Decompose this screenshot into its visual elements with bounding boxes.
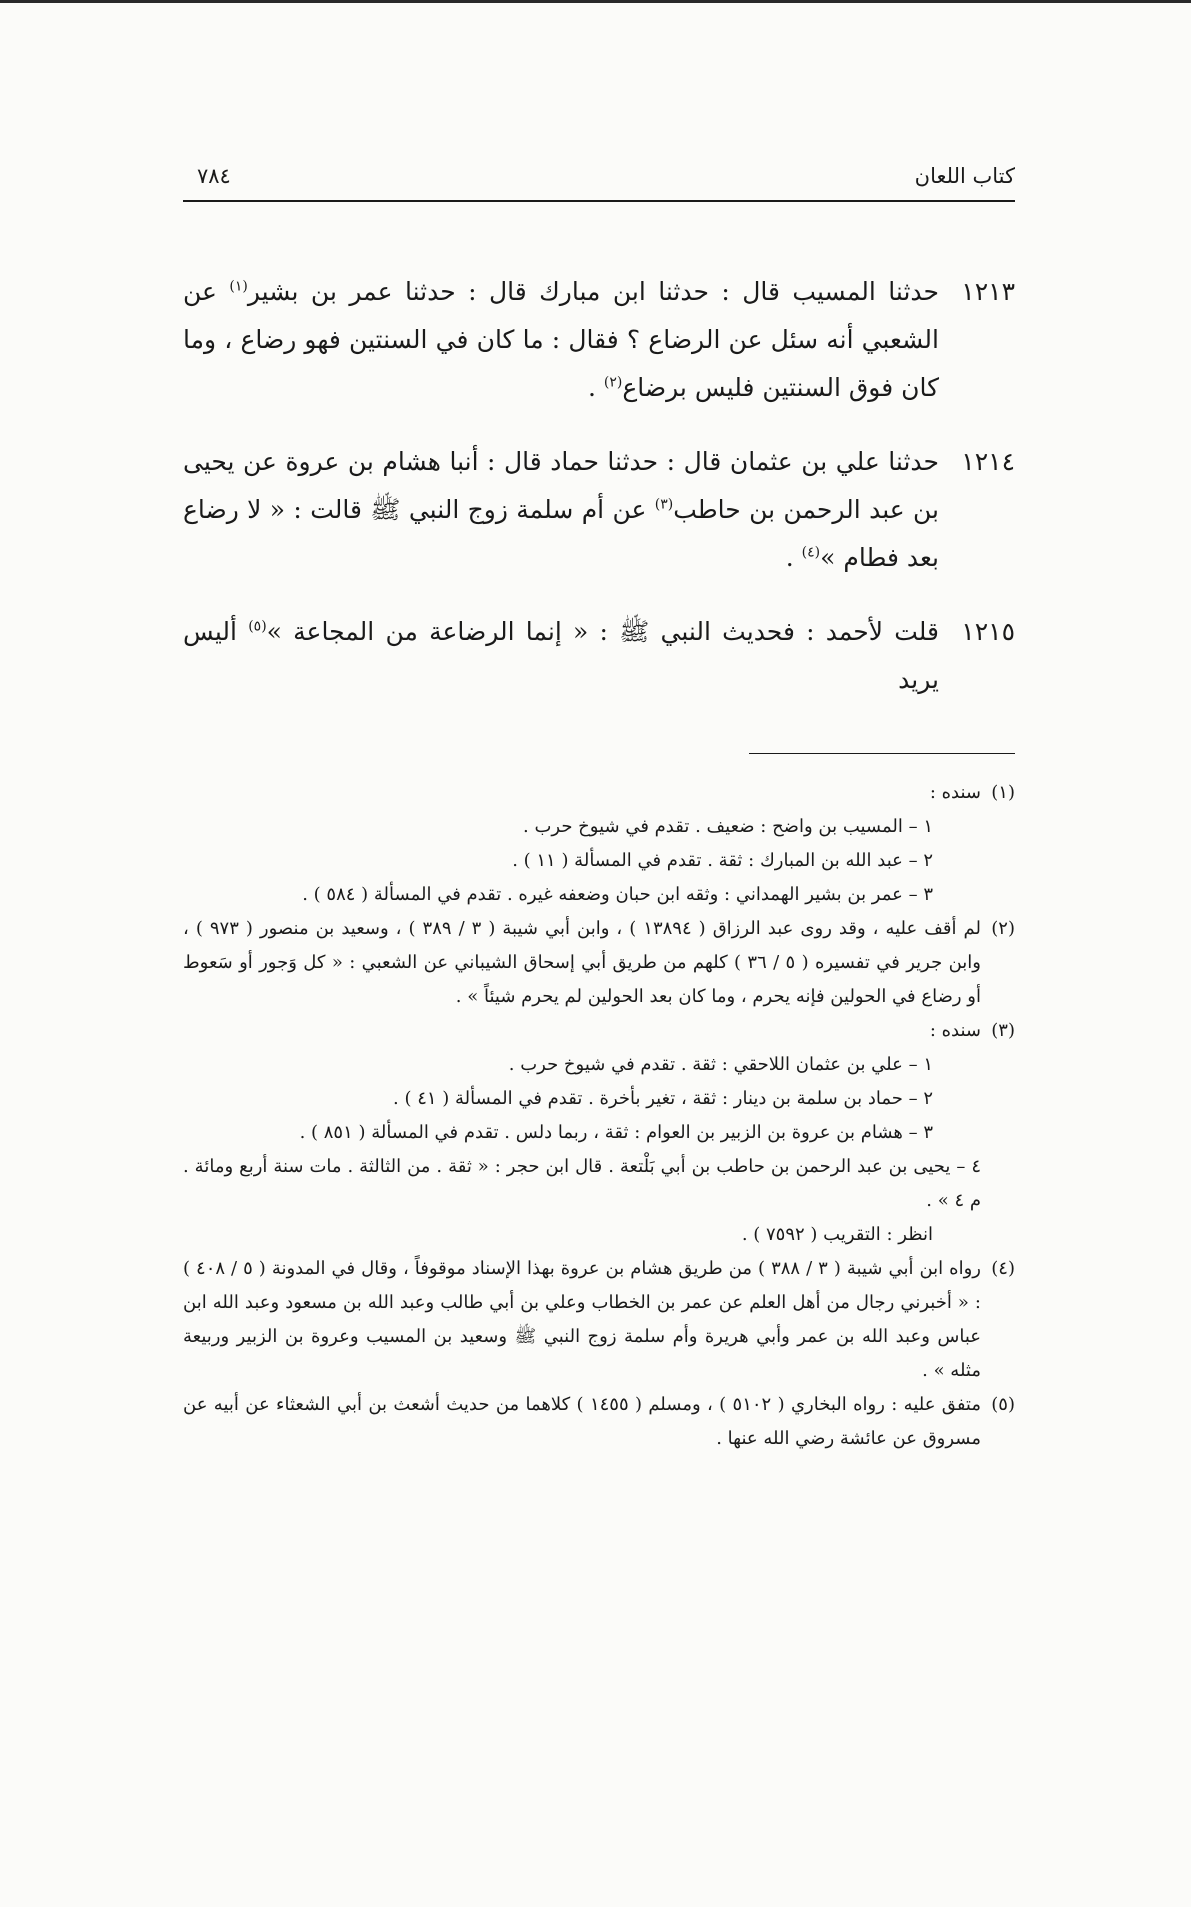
- entry-text: [183, 438, 939, 582]
- entry-text-part: .: [588, 373, 604, 402]
- entry-1214: [183, 438, 1015, 582]
- entry-number: ١٢١٥: [961, 617, 1015, 646]
- narrator-line: ٢ – حماد بن سلمة بن دينار : ثقة ، تغير بأخرة . تقدم في المسألة ( ٤١ ) .: [393, 1088, 933, 1109]
- footnote-2: [183, 912, 1015, 1014]
- narrator-line: ١ – علي بن عثمان اللاحقي : ثقة . تقدم في شيوخ حرب .: [508, 1054, 933, 1075]
- narrator-line: ٣ – هشام بن عروة بن الزبير بن العوام : ثقة ، ربما دلس . تقدم في المسألة ( ٨٥١ ) .: [299, 1122, 933, 1143]
- entry-number: ١٢١٤: [961, 447, 1015, 476]
- footnote-head: سنده :: [929, 782, 981, 803]
- footnote-mark: (٤): [991, 1258, 1015, 1279]
- entry-text: [183, 608, 939, 704]
- narrator-line: ١ – المسيب بن واضح : ضعيف . تقدم في شيوخ حرب .: [523, 816, 933, 837]
- footnote-1: [183, 776, 1015, 912]
- footnotes: [183, 776, 1015, 1456]
- footnote-text: لم أقف عليه ، وقد روى عبد الرزاق ( ١٣٨٩٤ ) ، وابن أبي شيبة ( ٣ / ٣٨٩ ) ، وسعيد بن منصور ( ٩٧٣ ) ، وابن جرير في تفسيره ( ٥ / ٣٦ ) كلهم من طريق أبي إسحاق الشيباني عن الشعبي : « كل وَجور أو سَعوط أو رضاع في الحولين فإنه يحرم ، وما كان بعد الحولين لم يحرم شيئاً » .: [183, 918, 981, 1007]
- entry-text: [183, 268, 939, 412]
- footnote-separator: [749, 753, 1015, 754]
- footnote-head: سنده :: [929, 1020, 981, 1041]
- footnote-body: [183, 776, 981, 912]
- footnote-text: رواه ابن أبي شيبة ( ٣ / ٣٨٨ ) من طريق هشام بن عروة بهذا الإسناد موقوفاً ، وقال في المدونة ( ٥ / ٤٠٨ ) : « أخبرني رجال من أهل العلم عن عمر بن الخطاب وعلي بن أبي طالب وعبد الله بن مسعود وعبد الله ابن عباس وعبد الله بن عمر وأبي هريرة وأم سلمة زوج النبي ﷺ وسعيد بن المسيب وعروة بن الزبير وربيعة مثله » .: [183, 1258, 982, 1381]
- narrator-line: ٣ – عمر بن بشير الهمداني : وثقه ابن حبان وضعفه غيره . تقدم في المسألة ( ٥٨٤ ) .: [302, 884, 933, 905]
- entry-text-part: عن أم سلمة زوج النبي ﷺ قالت : « لا رضاع بعد فطام »: [183, 495, 939, 572]
- entry-text-part: حدثنا المسيب قال : حدثنا ابن مبارك قال : حدثنا عمر بن بشير: [247, 277, 939, 306]
- footnote-mark: (٢): [991, 918, 1015, 939]
- entry-text-part: .: [785, 543, 802, 572]
- entry-1215: [183, 608, 1015, 704]
- footnote-mark: (١): [991, 782, 1015, 803]
- scan-top-edge: [0, 0, 1191, 3]
- narrator-line: ٢ – عبد الله بن المبارك : ثقة . تقدم في المسألة ( ١١ ) .: [512, 850, 933, 871]
- main-text: [183, 268, 1015, 730]
- entry-1213: [183, 268, 1015, 412]
- footnote-ref: (٥): [248, 618, 267, 635]
- footnote-mark: (٣): [991, 1020, 1015, 1041]
- footnote-mark: (٥): [991, 1394, 1015, 1415]
- entry-text-part: أليس يريد: [183, 617, 939, 694]
- entry-text-part: عن الشعبي أنه سئل عن الرضاع ؟ فقال : ما كان في السنتين فهو رضاع ، وما كان فوق السنتين فليس برضاع: [183, 277, 939, 402]
- chapter-title: كتاب اللعان: [914, 164, 1015, 188]
- footnote-ref: (٣): [654, 496, 674, 513]
- footnote-text: متفق عليه : رواه البخاري ( ٥١٠٢ ) ، ومسلم ( ١٤٥٥ ) كلاهما من حديث أشعث بن أبي الشعثاء عن أبيه عن مسروق عن عائشة رضي الله عنها .: [183, 1394, 981, 1449]
- entry-number: ١٢١٣: [961, 277, 1015, 306]
- footnote-3: [183, 1014, 1015, 1252]
- footnote-body: [183, 1014, 981, 1252]
- footnote-4: [183, 1252, 1015, 1388]
- footnote-ref: (١): [229, 278, 248, 295]
- footnote-ref: (٢): [603, 374, 623, 391]
- running-header: [183, 160, 1015, 202]
- reference-line: انظر : التقريب ( ٧٥٩٢ ) .: [741, 1224, 933, 1245]
- page-number: ٧٨٤: [197, 164, 231, 188]
- narrator-line: ٤ – يحيى بن عبد الرحمن بن حاطب بن أبي بَلْتعة . قال ابن حجر : « ثقة . من الثالثة . مات سنة أربع ومائة . م ٤ » .: [183, 1156, 981, 1211]
- entry-text-part: حدثنا علي بن عثمان قال : حدثنا حماد قال : أنبا هشام بن عروة عن يحيى بن عبد الرحمن بن حاطب: [183, 447, 939, 524]
- entry-text-part: قلت لأحمد : فحديث النبي ﷺ : « إنما الرضاعة من المجاعة »: [266, 617, 939, 646]
- footnote-5: [183, 1388, 1015, 1456]
- footnote-ref: (٤): [801, 544, 821, 561]
